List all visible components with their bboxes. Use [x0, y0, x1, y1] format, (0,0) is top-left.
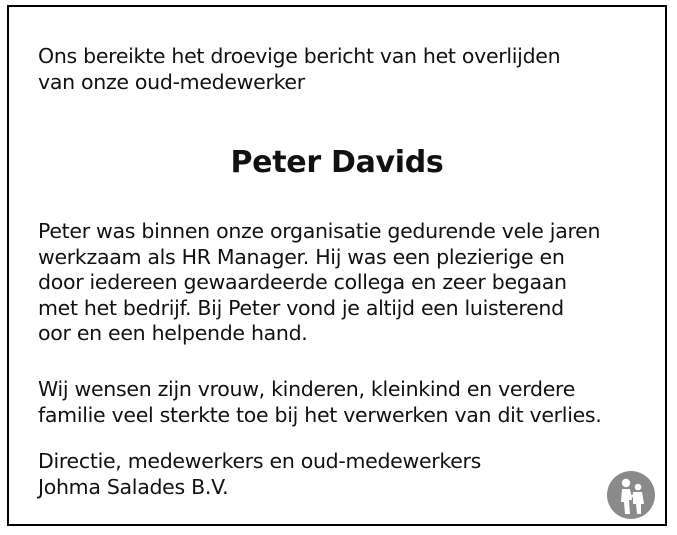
deceased-name: Peter Davids	[230, 145, 444, 180]
tribute-paragraph: Peter was binnen onze organisatie gedurende vele jaren werkzaam als HR Manager. Hij was een plezierige en door iedereen gewaardeerde collega en zeer begaan met het bedrijf. Bij Peter vond je altijd een luisterend oor en een helpende hand.	[38, 219, 601, 345]
obituary-notice	[7, 5, 667, 526]
intro-text: Ons bereikte het droevige bericht van het overlijden van onze oud-medewerker	[38, 44, 561, 94]
signature: Directie, medewerkers en oud-medewerkers Johma Salades B.V.	[38, 449, 482, 499]
condolence-paragraph: Wij wensen zijn vrouw, kinderen, kleinkind en verdere familie veel sterkte toe bij het verwerken van dit verlies.	[38, 377, 602, 427]
mourning-figure-logo-icon	[606, 470, 656, 520]
